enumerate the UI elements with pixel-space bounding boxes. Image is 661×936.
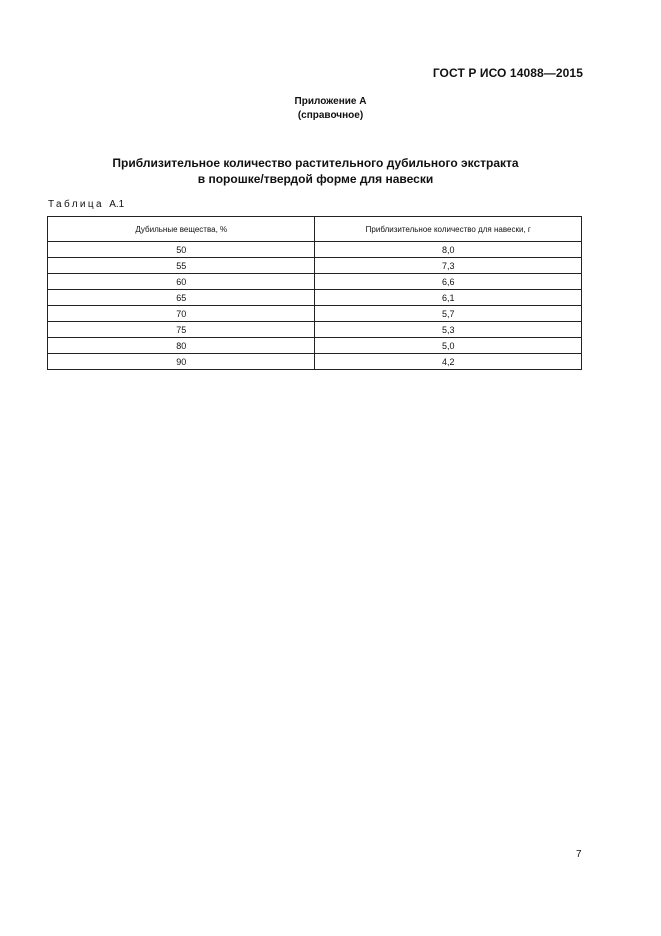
data-table: [47, 216, 582, 370]
cell-tannins: 55: [48, 258, 315, 274]
cell-sample-amount: 5,7: [315, 306, 582, 322]
table-row: [48, 274, 582, 290]
table-row: [48, 258, 582, 274]
table-caption: [48, 199, 124, 210]
cell-sample-amount: 5,3: [315, 322, 582, 338]
table-header-row: [48, 217, 582, 242]
cell-tannins: 65: [48, 290, 315, 306]
cell-sample-amount: 8,0: [315, 242, 582, 258]
cell-sample-amount: 6,6: [315, 274, 582, 290]
cell-sample-amount: 5,0: [315, 338, 582, 354]
annex-subtitle: (справочное): [297, 110, 364, 121]
annex-title: Приложение А: [294, 96, 367, 107]
table-row: [48, 322, 582, 338]
table-caption-word: Таблица: [48, 199, 105, 210]
annex-heading: [0, 95, 661, 123]
column-header-tannins: Дубильные вещества, %: [48, 217, 315, 242]
table-row: [48, 338, 582, 354]
cell-tannins: 75: [48, 322, 315, 338]
page-number: 7: [576, 849, 582, 860]
cell-tannins: 50: [48, 242, 315, 258]
cell-sample-amount: 4,2: [315, 354, 582, 370]
table-row: [48, 242, 582, 258]
document-title-line-1: Приблизительное количество растительного дубильного экстракта: [112, 156, 519, 170]
cell-sample-amount: 6,1: [315, 290, 582, 306]
cell-tannins: 70: [48, 306, 315, 322]
document-title-line-2: в порошке/твердой форме для навески: [197, 172, 434, 186]
cell-tannins: 80: [48, 338, 315, 354]
table-row: [48, 290, 582, 306]
table-row: [48, 354, 582, 370]
document-title: [0, 155, 631, 187]
cell-tannins: 90: [48, 354, 315, 370]
standard-number: ГОСТ Р ИСО 14088—2015: [432, 66, 583, 80]
cell-tannins: 60: [48, 274, 315, 290]
table-caption-number: А.1: [109, 199, 125, 210]
table-row: [48, 306, 582, 322]
column-header-sample-amount: Приблизительное количество для навески, г: [315, 217, 582, 242]
cell-sample-amount: 7,3: [315, 258, 582, 274]
